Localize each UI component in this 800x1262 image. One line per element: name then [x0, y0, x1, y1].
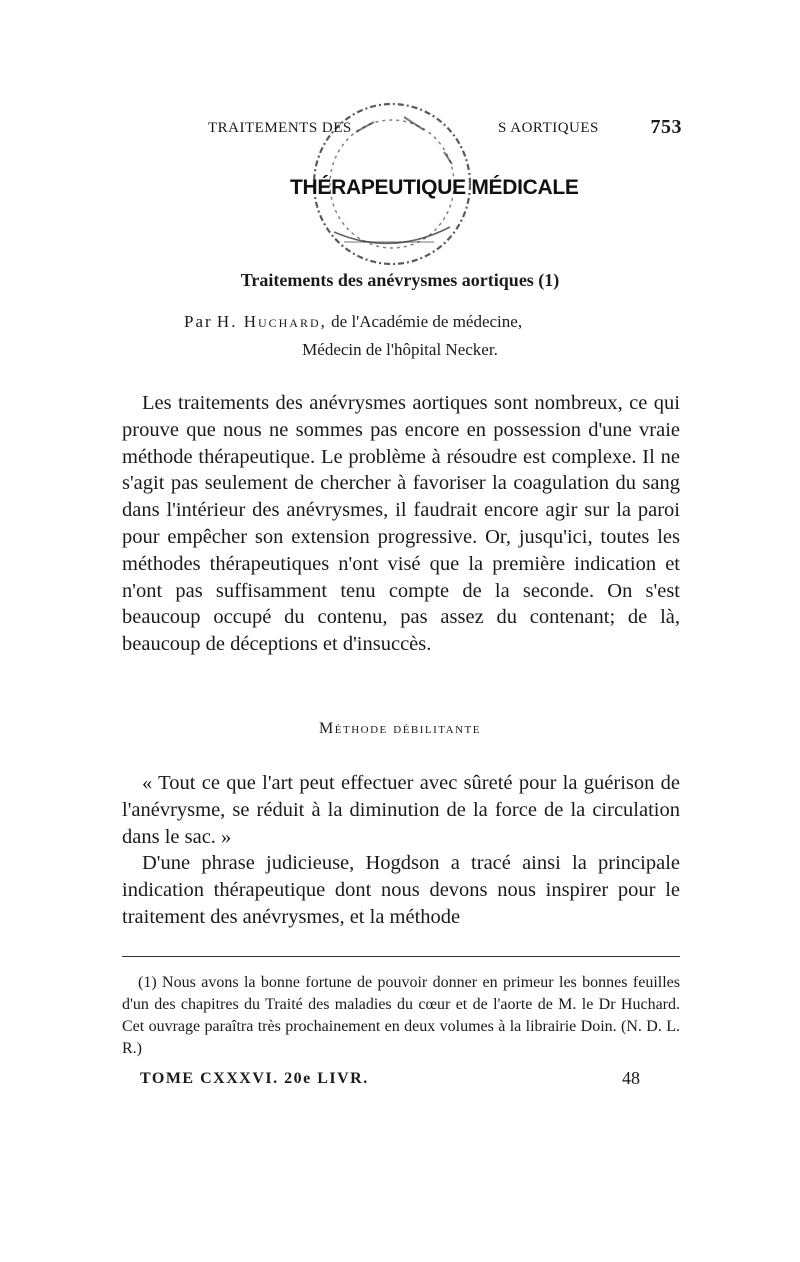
- author-line: [184, 312, 522, 332]
- author-prefix: Par: [184, 312, 213, 331]
- author-role: de l'Académie de médecine,: [331, 312, 523, 331]
- page-number: 753: [650, 116, 682, 138]
- footnote: (1) Nous avons la bonne fortune de pouvoir donner en primeur les bonnes feuilles d'un des chapitres du Traité des maladies du cœur et de l'aorte de M. le Dr Huchard. Cet ouvrage paraîtra très prochainement en deux volumes à la librairie Doin. (N. D. L. R.): [122, 974, 680, 1057]
- body-paragraph-2: « Tout ce que l'art peut effectuer avec sûreté pour la guérison de l'anévrysme, se réduit à la diminution de la force de la circulation dans le sac. »: [122, 772, 680, 848]
- footnote-divider: [122, 956, 680, 957]
- article-title: Traitements des anévrysmes aortiques (1): [240, 270, 560, 290]
- body-paragraph-1: Les traitements des anévrysmes aortiques sont nombreux, ce qui prouve que nous ne sommes pas encore en possession d'une vraie méthode thérapeutique. Le problème à résoudre est complexe. Il ne s'agit pas seulement de chercher à favoriser la coagulation du sang dans l'intérieur des anévrysmes, il faudrait encore agir sur la paroi pour empêcher son extension progressive. Or, jusqu'ici, toutes les méthodes thérapeutiques n'ont visé que la première indication et n'ont pas suffisamment tenu compte de la seconde. On s'est beaucoup occupé du contenu, pas assez du contenant; de là, beaucoup de déceptions et d'insuccès.: [122, 392, 680, 656]
- body-paragraph-3: D'une phrase judicieuse, Hogdson a tracé ainsi la principale indication thérapeutique dont nous devons nous inspirer pour le traitement des anévrysmes, et la méthode: [122, 852, 680, 928]
- sheet-number: 48: [622, 1068, 640, 1088]
- stamp-heading: THÉRAPEUTIQUE MÉDICALE: [290, 176, 579, 199]
- running-head-title-left: TRAITEMENTS DES: [208, 120, 352, 136]
- signature-mark: TOME CXXXVI. 20e LIVR.: [140, 1070, 369, 1087]
- running-head-title-right: S AORTIQUES: [498, 120, 599, 136]
- page-footer: [140, 1070, 640, 1088]
- author-affiliation: Médecin de l'hôpital Necker.: [302, 340, 498, 359]
- section-heading: Méthode débilitante: [319, 720, 481, 737]
- author-name: H. Huchard,: [216, 312, 327, 331]
